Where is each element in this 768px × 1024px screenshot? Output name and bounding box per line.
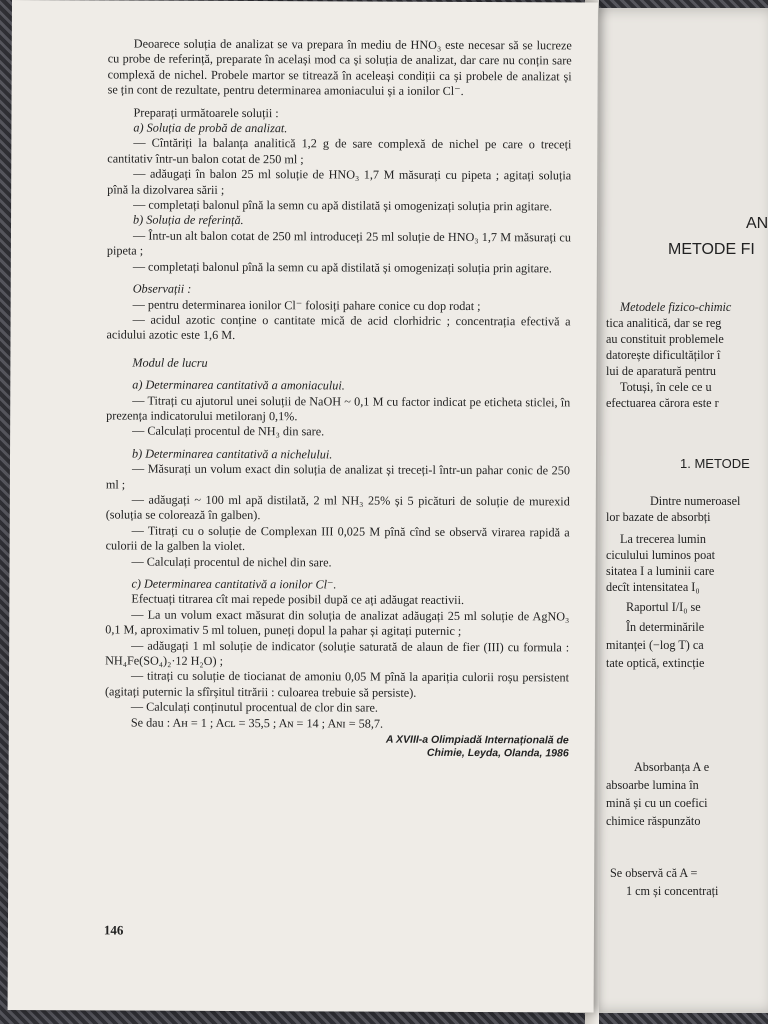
right-line: decît intensitatea I₀ [606, 580, 700, 594]
determination-c-title: c) Determinarea cantitativă a ionilor Cl⁻. [131, 576, 337, 592]
page-number: 146 [103, 922, 124, 938]
method-title: Modul de lucru [132, 355, 208, 370]
determination-b-title: b) Determinarea cantitativă a nichelului. [131, 446, 333, 462]
determination-b-step: — adăugați ~ 100 ml apă distilată, 2 ml NH₃ 25% și 5 picături de soluție de murexid (soluția se colorează în galben). [105, 492, 570, 523]
observation-item: — pentru determinarea ionilor Cl⁻ folosiți pahare conice cu dop rodat ; [132, 297, 481, 313]
right-line: Totuși, în cele ce u [620, 380, 712, 394]
sample-step: — completați balonul pînă la semn cu apă distilată și omogenizați soluția prin agitare. [133, 197, 553, 214]
given-data: Se dau : Aʜ = 1 ; Aᴄʟ = 35,5 ; Aɴ = 14 ; Aɴɪ = 58,7. [130, 715, 384, 731]
right-line: sitatea I a luminii care [606, 564, 715, 578]
intro-paragraph: Deoarece soluția de analizat se va prepara în mediu de HNO₃ este necesar să se lucreze cu probe de referință, preparate în același mod ca și soluția de analizat, dar care nu conțin sare complexă de nichel. Probele martor se titrează în aceleași condiții ca și probele de analizat și se țin cont de rezultate, pentru determinarea amoniacului și a ionilor Cl⁻. [107, 36, 572, 99]
right-line: absoarbe lumina în [606, 778, 699, 792]
right-line: mină și cu un coefici [606, 796, 708, 810]
source-line-1: A XVIII-a Olimpiadă Internațională de [385, 733, 569, 747]
right-line: tate optică, extincție [606, 656, 705, 670]
sample-step: — adăugați în balon 25 ml soluție de HNO₃ 1,7 M măsurați cu pipeta ; agitați soluția pînă la dizolvarea sării ; [107, 166, 572, 197]
right-line: Raportul I/I₀ se [626, 600, 701, 614]
reference-step: — Într-un alt balon cotat de 250 ml introduceți 25 ml soluție de HNO₃ 1,7 M măsurați cu pipeta ; [106, 228, 572, 258]
right-line: au constituit problemele [606, 332, 724, 346]
determination-c-step: — Calculați conținutul procentual de clor din sare. [130, 699, 379, 715]
right-line: lui de aparatură pentru [606, 364, 716, 378]
reference-title: b) Soluția de referință. [133, 212, 244, 228]
right-line: chimice răspunzăto [606, 814, 701, 828]
prep-title: Preparați următoarele soluții : [133, 105, 279, 120]
right-heading-1: AN [746, 215, 768, 232]
determination-c-step: Efectuați titrarea cît mai repede posibil după ce ați adăugat reactivii. [131, 591, 465, 608]
right-page-text [606, 0, 768, 1010]
right-line: Absorbanța A e [634, 760, 710, 774]
determination-c-step: — titrați cu soluție de tiocianat de amoniu 0,05 M pînă la apariția culorii roșu persistent (agitați puternic la sfîrșitul titrării : culoarea trebuie să persiste). [104, 668, 570, 700]
determination-b-step: — Titrați cu o soluție de Complexan III 0,025 M pînă cînd se observă virarea rapidă a culorii de la galben la violet. [105, 523, 570, 554]
left-page-text [105, 36, 572, 760]
determination-b-step: — Calculați procentul de nichel din sare. [131, 554, 332, 569]
right-line: tica analitică, dar se reg [606, 316, 722, 330]
determination-a-title: a) Determinarea cantitativă a amoniacului. [132, 377, 345, 393]
right-line: La trecerea lumin [620, 532, 706, 546]
right-line: Metodele fizico-chimic [620, 300, 732, 314]
right-line: datorește dificultăților î [606, 348, 721, 362]
sample-title: a) Soluția de probă de analizat. [133, 120, 288, 136]
observation-item: — acidul azotic conține o cantitate mică de acid clorhidric ; concentrația efectivă a acidului azotic este 1,6 M. [106, 312, 571, 343]
right-line: În determinările [626, 620, 705, 634]
determination-b-step: — Măsurați un volum exact din soluția de analizat și treceți-l într-un pahar conic de 250 ml ; [105, 461, 570, 492]
determination-c-step: — adăugați 1 ml soluție de indicator (soluție saturată de alaun de fier (III) cu formula : NH₄Fe(SO₄)₂·12 H₂O) ; [105, 638, 570, 668]
right-line: mitanței (−log T) ca [606, 638, 704, 652]
source-citation [105, 732, 569, 760]
determination-c-step: — La un volum exact măsurat din soluția de analizat adăugați 25 ml soluție de AgNO₃ 0,1 M, aproximativ 5 ml toluen, puneți dopul la pahar și agitați puternic ; [105, 607, 570, 639]
left-page [8, 0, 598, 1013]
right-line: 1 cm și concentrați [626, 884, 719, 898]
determination-a-step: — Titrați cu ajutorul unei soluții de NaOH ~ 0,1 M cu factor indicat pe eticheta sticlei, în prezența indicatorului metiloranj 0,1%. [106, 393, 571, 424]
right-section-heading: 1. METODE [680, 456, 750, 471]
determination-a-step: — Calculați procentul de NH₃ din sare. [132, 423, 325, 439]
right-line: efectuarea cărora este r [606, 396, 719, 410]
right-heading-2: METODE FI [668, 241, 755, 258]
source-line-2: Chimie, Leyda, Olanda, 1986 [426, 746, 569, 760]
right-line: Se observă că A = [610, 866, 698, 880]
observations-title: Observații : [132, 281, 192, 296]
right-line: ciculului luminos poat [606, 548, 715, 562]
right-line: lor bazate de absorbți [606, 510, 711, 524]
right-line: Dintre numeroasel [650, 494, 741, 508]
reference-step: — completați balonul pînă la semn cu apă distilată și omogenizați soluția prin agitare. [132, 259, 552, 276]
sample-step: — Cîntăriți la balanța analitică 1,2 g de sare complexă de nichel pe care o treceți cantitativ într-un balon cotat de 250 ml ; [107, 135, 572, 167]
